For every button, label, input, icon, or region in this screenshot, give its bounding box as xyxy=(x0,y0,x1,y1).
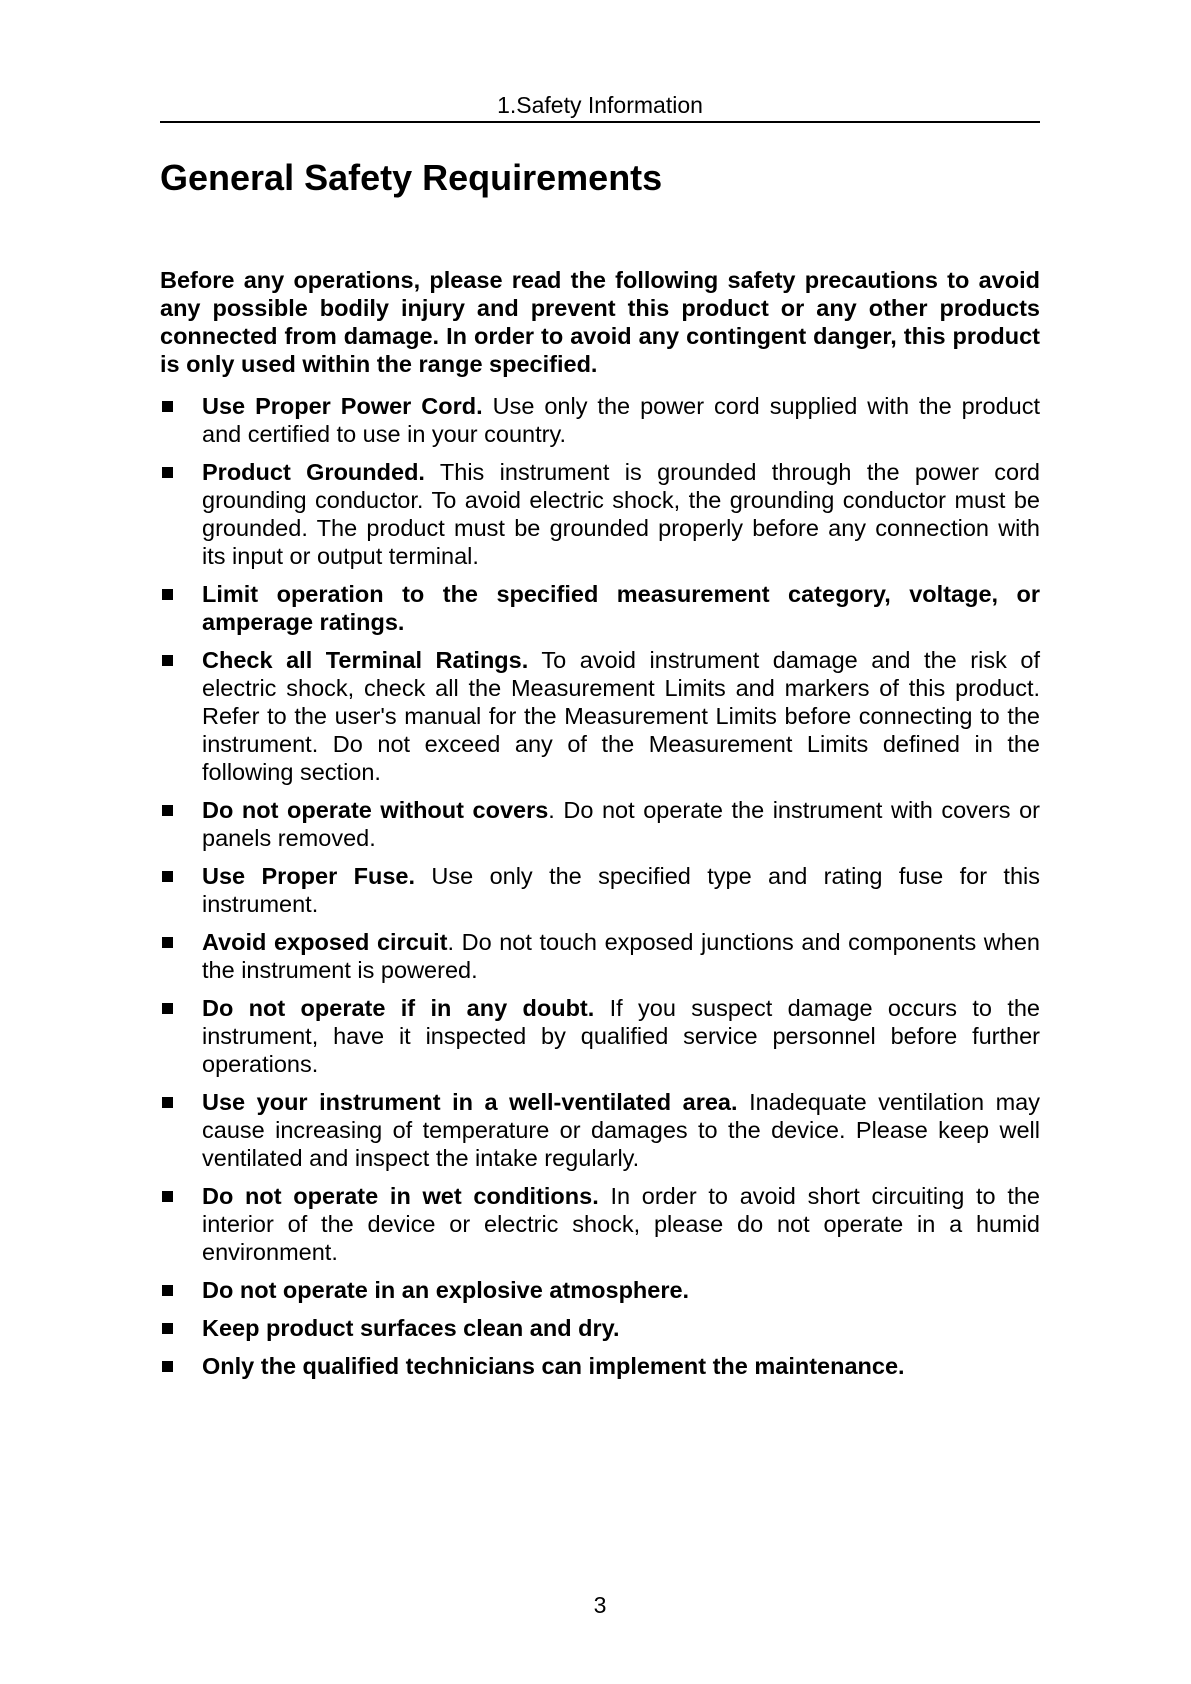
running-header: 1.Safety Information xyxy=(497,92,703,118)
list-item xyxy=(160,994,1040,1078)
item-text: In order to avoid short circuiting to the interior of the device or electric shock, please do not operate in a humid environment. xyxy=(202,1183,1040,1265)
item-lead: Do not operate without covers xyxy=(202,797,549,823)
item-text: Use only the specified type and rating fuse for this instrument. xyxy=(202,863,1041,917)
square-bullet-icon xyxy=(162,1003,173,1014)
square-bullet-icon xyxy=(162,871,173,882)
square-bullet-icon xyxy=(162,589,173,600)
item-lead: Use Proper Fuse. xyxy=(202,863,416,889)
item-lead: Use your instrument in a well-ventilated area. xyxy=(202,1089,738,1115)
item-text: If you suspect damage occurs to the instrument, have it inspected by qualified service personnel before further operations. xyxy=(202,995,1041,1077)
list-item xyxy=(160,928,1040,984)
item-lead: Only the qualified technicians can implement the maintenance. xyxy=(202,1353,905,1379)
item-lead: Do not operate in an explosive atmosphere. xyxy=(202,1277,690,1303)
item-lead: Do not operate in wet conditions. xyxy=(202,1183,599,1209)
square-bullet-icon xyxy=(162,655,173,666)
list-item xyxy=(160,1352,1040,1380)
list-item xyxy=(160,862,1040,918)
list-item xyxy=(160,646,1040,786)
page-title: General Safety Requirements xyxy=(160,157,663,198)
square-bullet-icon xyxy=(162,1097,173,1108)
list-item xyxy=(160,1276,1040,1304)
item-text: Inadequate ventilation may cause increasing of temperature or damages to the device. Please keep well ventilated and inspect the intake regularly. xyxy=(202,1089,1040,1171)
page-number: 3 xyxy=(593,1592,607,1618)
item-text: Use only the power cord supplied with the product and certified to use in your country. xyxy=(202,393,1040,447)
item-lead: Check all Terminal Ratings. xyxy=(202,647,529,673)
item-lead: Limit operation to the specified measurement category, voltage, or amperage ratings. xyxy=(202,581,1040,635)
list-item xyxy=(160,1314,1040,1342)
square-bullet-icon xyxy=(162,467,173,478)
list-item xyxy=(160,1182,1040,1266)
square-bullet-icon xyxy=(162,1323,173,1334)
item-lead: Use Proper Power Cord. xyxy=(202,393,483,419)
item-lead: Product Grounded. xyxy=(202,459,425,485)
item-lead: Avoid exposed circuit xyxy=(202,929,448,955)
item-text: . Do not touch exposed junctions and components when the instrument is powered. xyxy=(202,929,1040,983)
square-bullet-icon xyxy=(162,1191,173,1202)
item-text: This instrument is grounded through the power cord grounding conductor. To avoid electric shock, the grounding conductor must be grounded. The product must be grounded properly before any connection with its input or output terminal. xyxy=(202,459,1040,569)
document-page xyxy=(160,0,1040,1684)
item-text: . Do not operate the instrument with covers or panels removed. xyxy=(202,797,1040,851)
square-bullet-icon xyxy=(162,805,173,816)
square-bullet-icon xyxy=(162,937,173,948)
list-item xyxy=(160,796,1040,852)
item-lead: Do not operate if in any doubt. xyxy=(202,995,595,1021)
intro-paragraph: Before any operations, please read the following safety precautions to avoid any possible bodily injury and prevent this product or any other products connected from damage. In order to avoid any contingent danger, this product is only used within the range specified. xyxy=(160,267,1040,377)
item-lead: Keep product surfaces clean and dry. xyxy=(202,1315,620,1341)
square-bullet-icon xyxy=(162,1285,173,1296)
list-item xyxy=(160,392,1040,448)
square-bullet-icon xyxy=(162,401,173,412)
list-item xyxy=(160,1088,1040,1172)
header-rule xyxy=(160,121,1040,123)
square-bullet-icon xyxy=(162,1361,173,1372)
safety-requirements-list xyxy=(160,392,1040,1380)
list-item xyxy=(160,580,1040,636)
list-item xyxy=(160,458,1040,570)
item-text: To avoid instrument damage and the risk of electric shock, check all the Measurement Limits and markers of this product. Refer to the user's manual for the Measurement Limits before connecting to the instrument. Do not exceed any of the Measurement Limits defined in the following section. xyxy=(202,647,1041,785)
